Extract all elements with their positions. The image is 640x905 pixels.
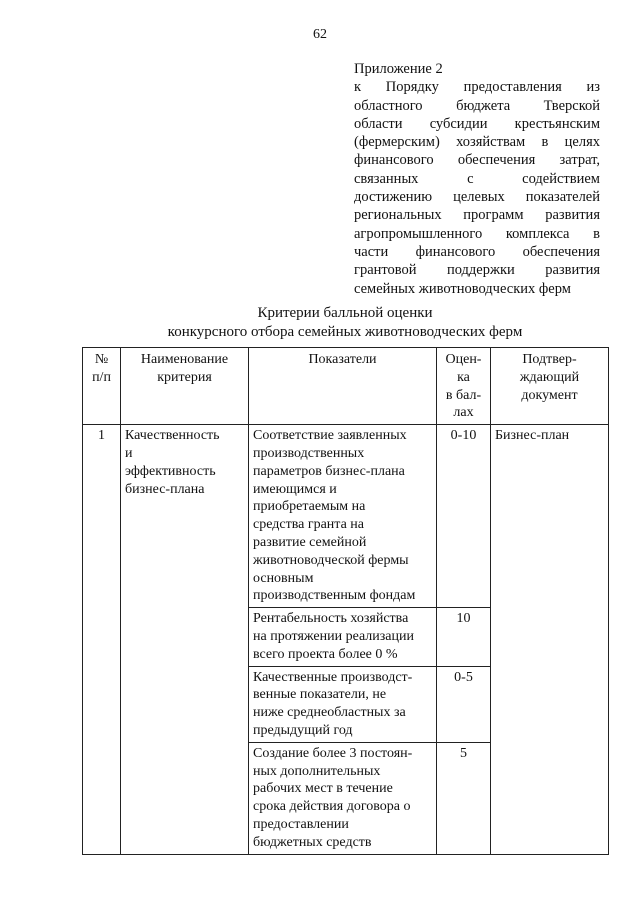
appendix-word: области	[354, 115, 403, 132]
appendix-word: целях	[564, 134, 601, 151]
appendix-line	[354, 78, 600, 96]
appendix-line	[354, 206, 600, 224]
page-number: 62	[313, 27, 327, 42]
appendix-word: Тверской	[543, 97, 601, 114]
appendix-line	[354, 261, 600, 279]
appendix-word: развития	[545, 262, 601, 279]
indicator-score: 10	[437, 608, 491, 666]
appendix-word: бюджета	[456, 97, 511, 114]
appendix-word: в	[593, 225, 600, 242]
appendix-line	[354, 243, 600, 261]
appendix-line	[354, 225, 600, 243]
criterion-name: Качественность и эффективность бизнес-плана	[121, 425, 249, 854]
appendix-text	[354, 78, 600, 279]
criteria-table	[82, 347, 609, 855]
appendix-word: Порядку	[385, 79, 439, 96]
header-indicators: Показатели	[249, 348, 437, 425]
appendix-word: развития	[545, 207, 600, 224]
indicator-text: Соответствие заявленных производственных параметров бизнес-плана имеющимся и приобретаемым на средства гранта на развитие семейной животноводческой фермы основным производственным фондам	[249, 425, 437, 608]
appendix-word: финансового	[415, 243, 496, 260]
appendix-word: хозяйствам	[456, 134, 526, 151]
appendix-line	[354, 133, 600, 151]
appendix-word: областного	[354, 97, 423, 114]
appendix-word: региональных	[354, 207, 442, 224]
appendix-word: финансового	[354, 152, 434, 169]
appendix-word: целевых	[453, 189, 505, 206]
appendix-word: предоставления	[463, 79, 562, 96]
table-header-row	[83, 348, 609, 425]
appendix-word: достижению	[354, 189, 433, 206]
criterion-number: 1	[83, 425, 121, 854]
appendix-word: в	[541, 134, 549, 151]
indicator-text: Качественные производст- венные показатели, не ниже среднеобластных за предыдущий год	[249, 666, 437, 742]
appendix-line	[354, 97, 600, 115]
appendix-heading: Приложение 2	[354, 61, 443, 77]
indicator-text: Рентабельность хозяйства на протяжении реализации всего проекта более 0 %	[249, 608, 437, 666]
appendix-word: к	[354, 79, 362, 96]
appendix-last-line: семейных животноводческих ферм	[354, 280, 571, 297]
indicator-score: 5	[437, 742, 491, 854]
document-subtitle: конкурсного отбора семейных животноводческих ферм	[167, 324, 523, 340]
indicator-text: Создание более 3 постоян- ных дополнительных рабочих мест в течение срока действия договора о предоставлении бюджетных средств	[249, 742, 437, 854]
appendix-word: агропромышленного	[354, 225, 483, 242]
appendix-word: из	[586, 79, 601, 96]
appendix-line	[354, 170, 600, 188]
appendix-word: затрат,	[559, 152, 601, 169]
appendix-word: поддержки	[446, 262, 515, 279]
appendix-word: субсидии	[429, 115, 488, 132]
appendix-word: части	[354, 243, 389, 260]
header-score: Оцен- ка в бал- лах	[437, 348, 491, 425]
appendix-word: обеспечения	[522, 243, 601, 260]
appendix-word: грантовой	[354, 262, 417, 279]
document-title: Критерии балльной оценки	[257, 305, 433, 321]
appendix-word: с	[467, 170, 474, 187]
table-row	[83, 425, 609, 608]
appendix-block	[354, 60, 600, 298]
appendix-word: обеспечения	[457, 152, 536, 169]
appendix-word: (фермерским)	[354, 134, 440, 151]
appendix-word: программ	[463, 207, 524, 224]
appendix-word: содействием	[522, 170, 600, 187]
header-criterion-name: Наименование критерия	[121, 348, 249, 425]
appendix-word: комплекса	[505, 225, 570, 242]
appendix-word: крестьянским	[514, 115, 600, 132]
header-document: Подтвер- ждающий документ	[491, 348, 609, 425]
indicator-score: 0-5	[437, 666, 491, 742]
indicator-score: 0-10	[437, 425, 491, 608]
appendix-word: показателей	[525, 189, 600, 206]
confirming-document: Бизнес-план	[491, 425, 609, 854]
appendix-line	[354, 188, 600, 206]
appendix-line	[354, 115, 600, 133]
header-num: № п/п	[83, 348, 121, 425]
appendix-word: связанных	[354, 170, 419, 187]
appendix-line	[354, 151, 600, 169]
